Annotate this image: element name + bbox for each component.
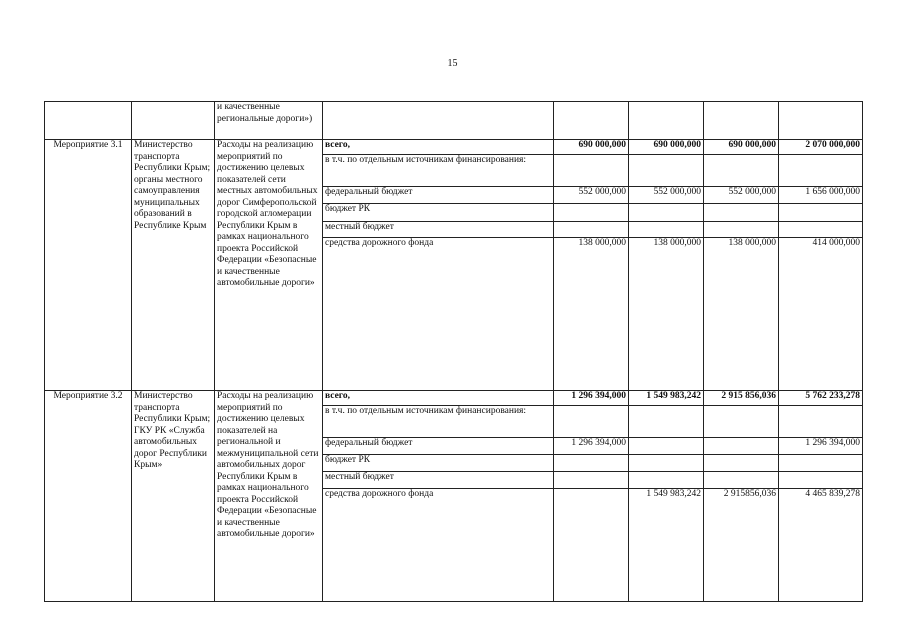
amount-year-3 [704, 204, 779, 222]
continuation-row [45, 102, 863, 140]
amount-total [779, 204, 863, 222]
amount-total: 4 465 839,278 [779, 489, 863, 602]
amount-year-1 [554, 406, 629, 438]
amount-total [779, 155, 863, 187]
amount-total: 1 296 394,000 [779, 438, 863, 455]
funding-source-local: местный бюджет [323, 472, 554, 489]
amount-year-3: 690 000,000 [704, 140, 779, 155]
amount-total [779, 455, 863, 472]
amount-year-1: 138 000,000 [554, 238, 629, 391]
amount-year-2 [629, 472, 704, 489]
amount-year-3 [704, 438, 779, 455]
amount-year-2: 552 000,000 [629, 187, 704, 204]
amount-year-2: 138 000,000 [629, 238, 704, 391]
continuation-cell [704, 102, 779, 140]
amount-total: 2 070 000,000 [779, 140, 863, 155]
amount-year-1 [554, 155, 629, 187]
amount-year-2: 690 000,000 [629, 140, 704, 155]
funding-source-regional: бюджет РК [323, 455, 554, 472]
amount-year-2: 1 549 983,242 [629, 391, 704, 406]
funding-source-federal: федеральный бюджет [323, 187, 554, 204]
amount-year-2: 1 549 983,242 [629, 489, 704, 602]
amount-year-1: 1 296 394,000 [554, 438, 629, 455]
amount-year-1 [554, 489, 629, 602]
amount-year-1: 690 000,000 [554, 140, 629, 155]
amount-total: 414 000,000 [779, 238, 863, 391]
continuation-source-cell [323, 102, 554, 140]
amount-year-2 [629, 204, 704, 222]
activity-name-cell: Расходы на реализацию мероприятий по достижению целевых показателей на региональной и межмуниципальной сети автомобильных дорог Республики Крым в рамках национального проекта Российской Федерации «Безопасные и качественные автомобильные дороги» [215, 391, 323, 602]
amount-year-2 [629, 455, 704, 472]
amount-year-2 [629, 406, 704, 438]
amount-year-3 [704, 472, 779, 489]
amount-year-1 [554, 204, 629, 222]
funding-source-regional: бюджет РК [323, 204, 554, 222]
amount-total: 5 762 233,278 [779, 391, 863, 406]
amount-year-3 [704, 155, 779, 187]
amount-year-3: 2 915 856,036 [704, 391, 779, 406]
activity-label: Мероприятие 3.1 [45, 140, 132, 391]
funding-source-federal: федеральный бюджет [323, 438, 554, 455]
continuation-activity-cell [45, 102, 132, 140]
executor-cell: Министерство транспорта Республики Крым; ГКУ РК «Служба автомобильных дорог Республики Крым» [132, 391, 215, 602]
continuation-cell [554, 102, 629, 140]
continuation-name-cell: и качественные региональные дороги») [215, 102, 323, 140]
amount-year-3 [704, 222, 779, 238]
continuation-executor-cell [132, 102, 215, 140]
page-number: 15 [447, 58, 458, 69]
amount-total [779, 406, 863, 438]
continuation-cell [779, 102, 863, 140]
amount-year-2 [629, 155, 704, 187]
funding-source-total: всего, [323, 391, 554, 406]
amount-year-3 [704, 455, 779, 472]
amount-year-3: 552 000,000 [704, 187, 779, 204]
funding-source-total: всего, [323, 140, 554, 155]
continuation-cell [629, 102, 704, 140]
amount-year-1: 1 296 394,000 [554, 391, 629, 406]
amount-year-3: 2 915856,036 [704, 489, 779, 602]
table-row [45, 391, 863, 406]
amount-year-2 [629, 438, 704, 455]
amount-year-2 [629, 222, 704, 238]
amount-year-1 [554, 222, 629, 238]
activity-label: Мероприятие 3.2 [45, 391, 132, 602]
amount-year-1 [554, 455, 629, 472]
activity-name-cell: Расходы на реализацию мероприятий по достижению целевых показателей сети местных автомобильных дорог Симферопольской городской агломерации Республики Крым в рамках национального проекта Российской Федерации «Безопасные и качественные автомобильные дороги» [215, 140, 323, 391]
funding-source-breakdown: в т.ч. по отдельным источникам финансирования: [323, 406, 554, 438]
funding-source-road-fund: средства дорожного фонда [323, 238, 554, 391]
amount-total [779, 222, 863, 238]
amount-total: 1 656 000,000 [779, 187, 863, 204]
funding-source-road-fund: средства дорожного фонда [323, 489, 554, 602]
executor-cell: Министерство транспорта Республики Крым; органы местного самоуправления муниципальных образований в Республике Крым [132, 140, 215, 391]
amount-year-3: 138 000,000 [704, 238, 779, 391]
table-row [45, 140, 863, 155]
funding-source-local: местный бюджет [323, 222, 554, 238]
amount-year-1 [554, 472, 629, 489]
amount-year-1: 552 000,000 [554, 187, 629, 204]
amount-total [779, 472, 863, 489]
amount-year-3 [704, 406, 779, 438]
budget-table [44, 101, 863, 602]
funding-source-breakdown: в т.ч. по отдельным источникам финансирования: [323, 155, 554, 187]
